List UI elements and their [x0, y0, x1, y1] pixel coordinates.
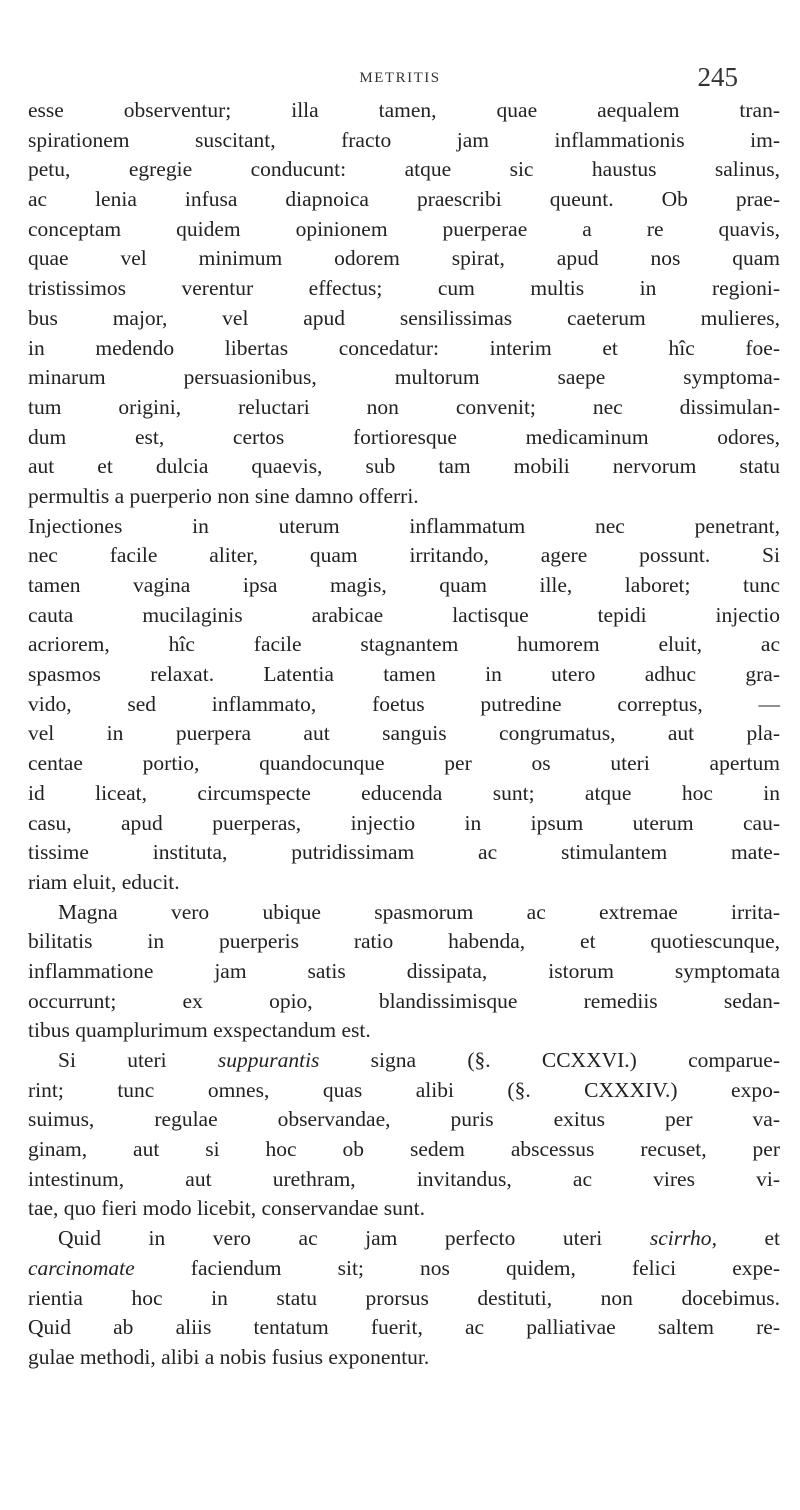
- text-line: vido, sed inflammato, foetus putredine correptus, —: [28, 691, 780, 716]
- text-line: Si uteri suppurantis signa (§. CCXXVI.) comparue-: [58, 1048, 780, 1072]
- text-line: tum origini, reluctari non convenit; nec dissimulan-: [28, 394, 780, 419]
- text-line: bilitatis in puerperis ratio habenda, et quotiescunque,: [28, 929, 780, 954]
- page-header: [0, 62, 800, 96]
- text-line: aut et dulcia quaevis, sub tam mobili nervorum statu: [28, 454, 780, 479]
- text-line: tae, quo fieri modo licebit, conservandae sunt.: [28, 1196, 426, 1221]
- italic-term: carcinomate: [28, 1255, 135, 1280]
- text-line: suimus, regulae observandae, puris exitus per va-: [28, 1107, 780, 1132]
- text-line: rientia hoc in statu prorsus destituti, non docebimus.: [28, 1285, 780, 1310]
- text-line: acriorem, hîc facile stagnantem humorem eluit, ac: [28, 632, 780, 657]
- text-line: tristissimos verentur effectus; cum multis in regioni-: [28, 276, 780, 301]
- text-line: permultis a puerperio non sine damno offerri.: [28, 483, 419, 508]
- text-line: inflammatione jam satis dissipata, istorum symptomata: [28, 958, 780, 983]
- text-line: spasmos relaxat. Latentia tamen in utero adhuc gra-: [28, 662, 780, 687]
- text-line: Quid ab aliis tentatum fuerit, ac palliativae saltem re-: [28, 1315, 780, 1340]
- text-line: bus major, vel apud sensilissimas caeterum mulieres,: [28, 305, 780, 330]
- text-line: tissime instituta, putridissimam ac stimulantem mate-: [28, 840, 780, 865]
- text-line: occurrunt; ex opio, blandissimisque remediis sedan-: [28, 988, 780, 1013]
- text-line: in medendo libertas concedatur: interim et hîc foe-: [28, 335, 780, 360]
- text-line: esse observentur; illa tamen, quae aequalem tran-: [28, 98, 780, 122]
- text-line: centae portio, quandocunque per os uteri apertum: [28, 751, 780, 776]
- text-line: petu, egregie conducunt: atque sic haustus salinus,: [28, 157, 780, 182]
- page-number: 245: [697, 62, 738, 92]
- text-line: gulae methodi, alibi a nobis fusius exponentur.: [28, 1344, 430, 1369]
- text-line: nec facile aliter, quam irritando, agere possunt. Si: [28, 543, 780, 568]
- text-line: riam eluit, educit.: [28, 869, 180, 894]
- body-text: [28, 96, 780, 1373]
- text-line: rint; tunc omnes, quas alibi (§. CXXXIV.) expo-: [28, 1077, 780, 1102]
- running-title: METRITIS: [359, 70, 441, 86]
- text-line: tibus quamplurimum exspectandum est.: [28, 1018, 371, 1043]
- text-line: tamen vagina ipsa magis, quam ille, laboret; tunc: [28, 573, 780, 597]
- text-line: quae vel minimum odorem spirat, apud nos quam: [28, 246, 780, 271]
- text-line: Injectiones in uterum inflammatum nec penetrant,: [28, 513, 780, 538]
- text-line: minarum persuasionibus, multorum saepe symptoma-: [28, 365, 780, 390]
- text-line: id liceat, circumspecte educenda sunt; atque hoc in: [28, 780, 780, 805]
- italic-term: suppurantis: [217, 1048, 320, 1072]
- italic-term: scirrho: [649, 1226, 712, 1251]
- text-line: vel in puerpera aut sanguis congrumatus, aut pla-: [28, 721, 780, 746]
- text-line: intestinum, aut urethram, invitandus, ac vires vi-: [28, 1166, 780, 1191]
- text-line: ginam, aut si hoc ob sedem abscessus recuset, per: [28, 1137, 780, 1162]
- text-line: dum est, certos fortioresque medicaminum odores,: [28, 424, 780, 449]
- text-line: Magna vero ubique spasmorum ac extremae irrita-: [58, 899, 780, 924]
- text-line: spirationem suscitant, fracto jam inflammationis im-: [28, 127, 780, 152]
- text-line: Quid in vero ac jam perfecto uteri scirrho, et: [58, 1226, 780, 1251]
- text-line: conceptam quidem opinionem puerperae a re quavis,: [28, 216, 780, 241]
- text-line: casu, apud puerperas, injectio in ipsum uterum cau-: [28, 810, 780, 835]
- text-line: cauta mucilaginis arabicae lactisque tepidi injectio: [28, 602, 780, 627]
- text-line: carcinomate faciendum sit; nos quidem, felici expe-: [28, 1255, 780, 1280]
- text-line: ac lenia infusa diapnoica praescribi queunt. Ob prae-: [28, 187, 780, 212]
